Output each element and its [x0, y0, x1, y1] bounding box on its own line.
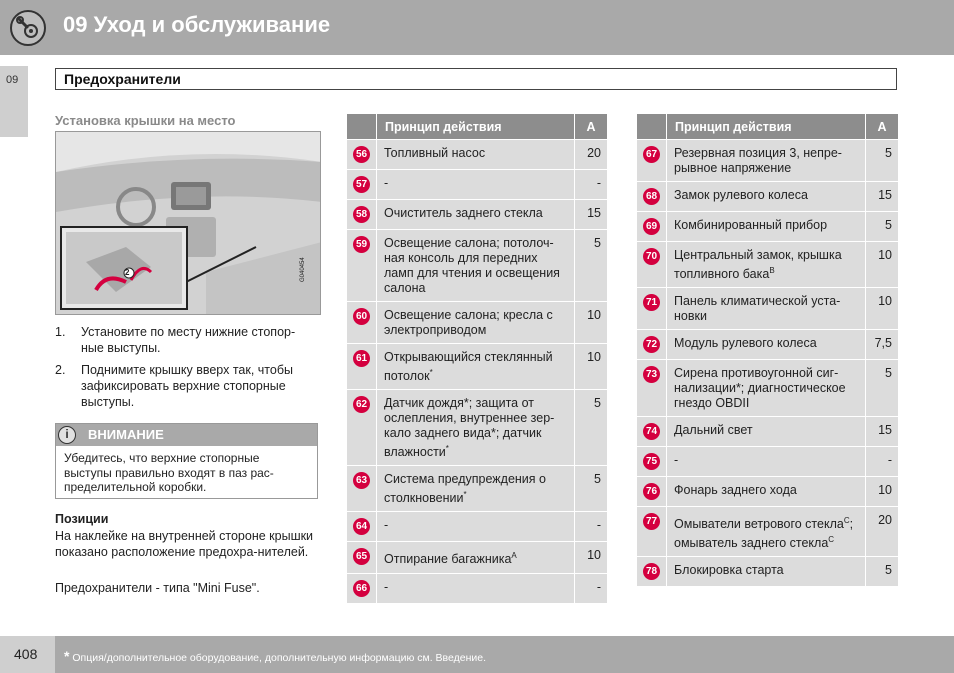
section-title: Предохранители	[64, 71, 181, 87]
fuse-number-badge: 75	[643, 453, 660, 470]
fuse-function-cell	[377, 230, 575, 302]
page-title: 09 Уход и обслуживание	[63, 12, 331, 37]
fuse-function-cell	[667, 417, 866, 447]
fuse-number-cell	[637, 507, 667, 557]
fuse-function-text: Топливный насос	[384, 146, 486, 160]
fuse-amp-cell: 5	[866, 212, 899, 242]
footnote-text: Опция/дополнительное оборудование, дополнительную информацию см. Введение.	[72, 652, 487, 664]
fuse-number-cell	[637, 477, 667, 507]
footnote-marker: B	[769, 266, 775, 275]
fuse-function-cell	[377, 140, 575, 170]
fuse-number-cell	[347, 230, 377, 302]
fuse-number-cell	[637, 330, 667, 360]
warning-header	[56, 424, 317, 446]
fuse-amp-cell: 20	[866, 507, 899, 557]
fuse-function-cell	[377, 344, 575, 390]
fuse-number-cell	[347, 573, 377, 603]
fuse-row	[637, 507, 899, 557]
fuse-number-badge: 57	[353, 176, 370, 193]
fuse-number-badge: 77	[643, 513, 660, 530]
fuse-amp-cell: 10	[575, 542, 608, 573]
fuse-row	[637, 447, 899, 477]
fuse-number-badge: 68	[643, 188, 660, 205]
fuse-function-cell	[667, 330, 866, 360]
fuse-amp-cell: 7,5	[866, 330, 899, 360]
fuse-row	[637, 330, 899, 360]
fuse-function-text: Очиститель заднего стекла	[384, 206, 543, 220]
fuse-number-cell	[347, 390, 377, 466]
fuse-amp-cell: 10	[866, 288, 899, 330]
footnote	[64, 648, 486, 664]
fuse-function-text: Сирена противоугонной сиг-нализации*; диагностическое гнездо OBDII	[674, 366, 846, 411]
fuse-row	[637, 242, 899, 288]
fuse-function-cell	[377, 390, 575, 466]
fuse-function-text: Блокировка старта	[674, 563, 784, 578]
fuse-amp-cell: 10	[866, 477, 899, 507]
fuse-number-badge: 74	[643, 423, 660, 440]
fuse-function-text: -	[384, 579, 389, 594]
fuse-number-badge: 60	[353, 308, 370, 325]
page-number-box	[0, 636, 55, 673]
footnote-marker: C	[828, 535, 835, 545]
fuse-row	[347, 170, 608, 200]
fuse-function-text: Панель климатической уста-новки	[674, 294, 841, 324]
fuse-function-cell	[667, 447, 866, 477]
fuse-function-cell	[667, 288, 866, 330]
fuse-amp-cell: 15	[866, 417, 899, 447]
fuse-table-1	[346, 113, 608, 604]
footnote-marker: A	[511, 551, 517, 561]
fuse-amp-cell: -	[575, 573, 608, 603]
table-header-row	[347, 114, 608, 140]
fuse-amp-cell: 5	[866, 140, 899, 182]
positions-heading: Позиции	[55, 512, 109, 526]
instruction-list	[55, 324, 315, 416]
fuse-amp-cell: 5	[866, 557, 899, 587]
fuse-number-cell	[347, 344, 377, 390]
figure-code: G040454	[300, 257, 306, 282]
fuse-number-cell	[637, 182, 667, 212]
fuse-amp-cell: 5	[866, 360, 899, 417]
step-number: 2.	[55, 363, 66, 377]
fuse-type-text: Предохранители - типа "Mini Fuse".	[55, 581, 260, 595]
fuse-number-cell	[637, 447, 667, 477]
fuse-function-cell	[667, 507, 866, 557]
fuse-amp-cell: 20	[575, 140, 608, 170]
section-heading-bar	[55, 68, 897, 90]
fuse-number-cell	[347, 170, 377, 200]
table-header-row	[637, 114, 899, 140]
fuse-function-text: Освещение салона; потолоч-ная консоль для передних ламп для чтения и освещения салона	[384, 236, 560, 295]
fuse-function-text: -	[384, 518, 389, 533]
fuse-function-text: Комбинированный прибор	[674, 218, 828, 232]
fuse-number-badge: 76	[643, 483, 660, 500]
fuse-row	[347, 573, 608, 603]
chapter-tab	[0, 66, 28, 137]
fuse-amp-cell: 10	[575, 302, 608, 344]
footnote-marker: *	[463, 490, 467, 500]
fuse-row	[347, 302, 608, 344]
fuse-number-badge: 67	[643, 146, 660, 163]
warning-box	[55, 423, 318, 499]
fuse-number-badge: 70	[643, 248, 660, 265]
fuse-row	[347, 542, 608, 573]
fuse-number-cell	[637, 557, 667, 587]
fuse-function-cell	[377, 542, 575, 573]
fuse-row	[637, 140, 899, 182]
footnote-marker: *	[445, 444, 449, 454]
fuse-function-text: Открывающийся стеклянный потолок	[384, 350, 553, 384]
fuse-function-cell	[667, 182, 866, 212]
fuse-row	[347, 466, 608, 512]
warning-text: Убедитесь, что верхние стопорные выступы правильно входят в паз рас-пределительной коробки.	[64, 451, 274, 494]
footnote-marker: C	[843, 516, 850, 526]
instruction-step	[55, 362, 315, 410]
fuse-row	[347, 200, 608, 230]
fuse-function-text: -	[384, 176, 389, 190]
footnote-star: *	[64, 648, 70, 664]
info-icon: i	[58, 426, 76, 444]
header-bar	[0, 0, 954, 55]
fuse-number-badge: 66	[353, 580, 370, 597]
fuse-function-text: Омыватели ветрового стекла$^C$; омыватель заднего стекла$^C$	[674, 516, 854, 551]
fuse-function-text: Датчик дождя*; защита от ослепления, внутреннее зер-кало заднего вида*; датчик влажности	[384, 396, 555, 460]
fuse-number-badge: 73	[643, 366, 660, 383]
fuse-amp-cell: -	[866, 447, 899, 477]
footnote-marker: *	[429, 368, 433, 377]
fuse-row	[637, 182, 899, 212]
fuse-number-cell	[347, 542, 377, 573]
step-text: Поднимите крышку вверх так, чтобы зафиксировать верхние стопорные выступы.	[81, 363, 293, 409]
fuse-function-cell	[667, 477, 866, 507]
fuse-number-badge: 71	[643, 294, 660, 311]
fuse-number-cell	[637, 417, 667, 447]
fuse-row	[347, 390, 608, 466]
fuse-number-cell	[347, 466, 377, 512]
fuse-function-cell	[667, 212, 866, 242]
step-number: 1.	[55, 325, 66, 339]
fuse-function-text: -	[674, 453, 679, 468]
fuse-function-cell	[667, 140, 866, 182]
fuse-function-cell	[377, 170, 575, 200]
fuse-number-badge: 72	[643, 336, 660, 353]
fuse-amp-cell: 15	[575, 200, 608, 230]
fuse-row	[347, 512, 608, 542]
fuse-number-badge: 69	[643, 218, 660, 235]
fuse-function-text: Центральный замок, крышка топливного бака	[674, 248, 842, 282]
fuse-number-cell	[347, 140, 377, 170]
fuse-amp-cell: -	[575, 170, 608, 200]
fuse-number-cell	[637, 288, 667, 330]
fuse-function-text: Система предупреждения о столкновении	[384, 472, 546, 506]
warning-title: ВНИМАНИЕ	[88, 427, 164, 442]
col-function-header: Принцип действия	[377, 114, 575, 140]
fuse-amp-cell: 10	[866, 242, 899, 288]
footer-bar	[0, 636, 954, 673]
fuse-row	[637, 557, 899, 587]
figure-callout-2: 2	[125, 268, 130, 277]
fuse-row	[637, 212, 899, 242]
col-function-header: Принцип действия	[667, 114, 866, 140]
fuse-number-badge: 63	[353, 472, 370, 489]
page-number: 408	[14, 646, 38, 662]
fuse-number-cell	[637, 212, 667, 242]
fuse-number-cell	[637, 140, 667, 182]
fuse-amp-cell: 5	[575, 466, 608, 512]
fuse-row	[637, 360, 899, 417]
fuse-function-text: Отпирание багажника	[384, 552, 512, 567]
fuse-amp-cell: 15	[866, 182, 899, 212]
fuse-number-badge: 78	[643, 563, 660, 580]
fuse-function-text: Модуль рулевого колеса	[674, 336, 817, 351]
fuse-number-badge: 58	[353, 206, 370, 223]
fuse-number-cell	[637, 360, 667, 417]
chapter-tab-label: 09	[6, 74, 19, 86]
fuse-amp-cell: 5	[575, 230, 608, 302]
fuse-row	[637, 288, 899, 330]
instruction-step	[55, 324, 315, 356]
fuse-function-cell	[377, 302, 575, 344]
fuse-function-text: Резервная позиция 3, непре-рывное напряжение	[674, 146, 842, 175]
wrench-gear-icon	[10, 10, 46, 46]
fuse-function-cell	[377, 512, 575, 542]
subsection-title: Установка крышки на место	[55, 113, 236, 128]
fuse-number-badge: 64	[353, 518, 370, 535]
fuse-number-badge: 61	[353, 350, 370, 367]
fuse-table-2	[636, 113, 899, 587]
fuse-function-cell	[667, 557, 866, 587]
fuse-number-badge: 56	[353, 146, 370, 163]
fuse-amp-cell: 5	[575, 390, 608, 466]
fuse-function-cell	[377, 466, 575, 512]
fuse-row	[637, 417, 899, 447]
fuse-function-cell	[667, 360, 866, 417]
col-amp-header: A	[575, 114, 608, 140]
step-text: Установите по месту нижние стопор-ные выступы.	[81, 325, 296, 355]
fuse-number-badge: 65	[353, 548, 370, 565]
dashboard-illustration	[55, 131, 321, 315]
col-number-header	[637, 114, 667, 140]
fuse-row	[637, 477, 899, 507]
fuse-number-badge: 62	[353, 396, 370, 413]
fuse-number-badge: 59	[353, 236, 370, 253]
fuse-amp-cell: 10	[575, 344, 608, 390]
fuse-row	[347, 344, 608, 390]
fuse-function-text: Фонарь заднего хода	[674, 483, 797, 498]
fuse-function-text: Замок рулевого колеса	[674, 188, 808, 202]
fuse-number-cell	[347, 512, 377, 542]
fuse-number-cell	[637, 242, 667, 288]
fuse-function-cell	[377, 200, 575, 230]
fuse-number-cell	[347, 302, 377, 344]
fuse-function-text: Освещение салона; кресла с электроприводом	[384, 308, 553, 337]
positions-text: На наклейке на внутренней стороне крышки показано расположение предохра-нителей.	[55, 529, 314, 559]
fuse-function-cell	[377, 573, 575, 603]
fuse-row	[347, 140, 608, 170]
fuse-row	[347, 230, 608, 302]
fuse-number-cell	[347, 200, 377, 230]
fuse-function-text: Дальний свет	[674, 423, 753, 438]
fuse-function-cell	[667, 242, 866, 288]
col-number-header	[347, 114, 377, 140]
col-amp-header: A	[866, 114, 899, 140]
fuse-amp-cell: -	[575, 512, 608, 542]
